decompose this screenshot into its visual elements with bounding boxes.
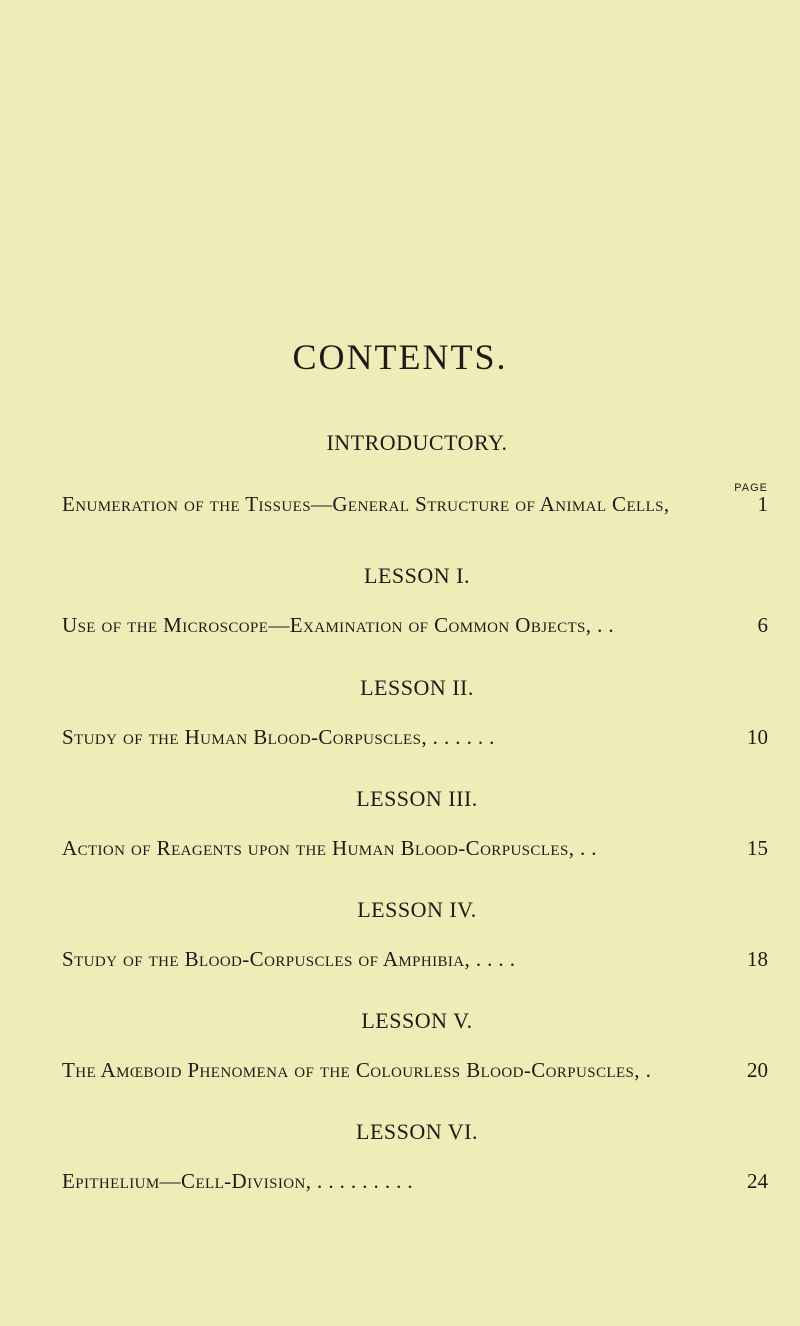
section-heading: LESSON VI. <box>356 1119 478 1144</box>
toc-entry-page: 24 <box>747 1169 768 1193</box>
toc-entry-page: 1 <box>757 492 768 516</box>
toc-entry-page: 15 <box>747 836 768 860</box>
toc-entry[interactable] <box>62 725 768 750</box>
toc-entry[interactable] <box>62 492 768 517</box>
section-lesson-2 <box>62 675 768 749</box>
toc-entry-title: Enumeration of the Tissues—General Structure of Animal Cells, <box>62 492 670 516</box>
toc-entry-title: Epithelium—Cell-Division, . . . . . . . . . <box>62 1169 414 1193</box>
section-heading: LESSON III. <box>356 786 478 811</box>
section-heading: LESSON II. <box>360 675 474 700</box>
toc-entry[interactable] <box>62 836 768 861</box>
section-lesson-4 <box>62 897 768 971</box>
section-lesson-6 <box>62 1119 768 1193</box>
toc-entry-title: Action of Reagents upon the Human Blood-Corpuscles, . . <box>62 836 597 860</box>
toc-entry-title: Study of the Blood-Corpuscles of Amphibia, . . . . <box>62 947 516 971</box>
section-heading: INTRODUCTORY. <box>326 430 508 455</box>
toc-entry-title: Study of the Human Blood-Corpuscles, . . . . . . <box>62 725 495 749</box>
toc-entry-page: 10 <box>747 725 768 749</box>
toc-entry[interactable] <box>62 1169 768 1194</box>
page-column-label: PAGE <box>734 482 768 494</box>
section-lesson-1 <box>62 563 768 637</box>
toc-entry[interactable] <box>62 1058 768 1083</box>
toc-entry-page: 6 <box>757 613 768 637</box>
toc-entry[interactable] <box>62 947 768 972</box>
section-heading: LESSON I. <box>364 563 470 588</box>
section-introductory <box>62 430 768 516</box>
page-title: CONTENTS. <box>292 337 508 377</box>
section-lesson-5 <box>62 1008 768 1082</box>
toc-entry-title: Use of the Microscope—Examination of Common Objects, . . <box>62 613 615 637</box>
toc-entry-page: 20 <box>747 1058 768 1082</box>
section-lesson-3 <box>62 786 768 860</box>
section-heading: LESSON V. <box>361 1008 473 1033</box>
toc-entry-title: The Amœboid Phenomena of the Colourless Blood-Corpuscles, . <box>62 1058 652 1082</box>
toc-entry-page: 18 <box>747 947 768 971</box>
section-heading: LESSON IV. <box>357 897 477 922</box>
toc-entry[interactable] <box>62 613 768 638</box>
